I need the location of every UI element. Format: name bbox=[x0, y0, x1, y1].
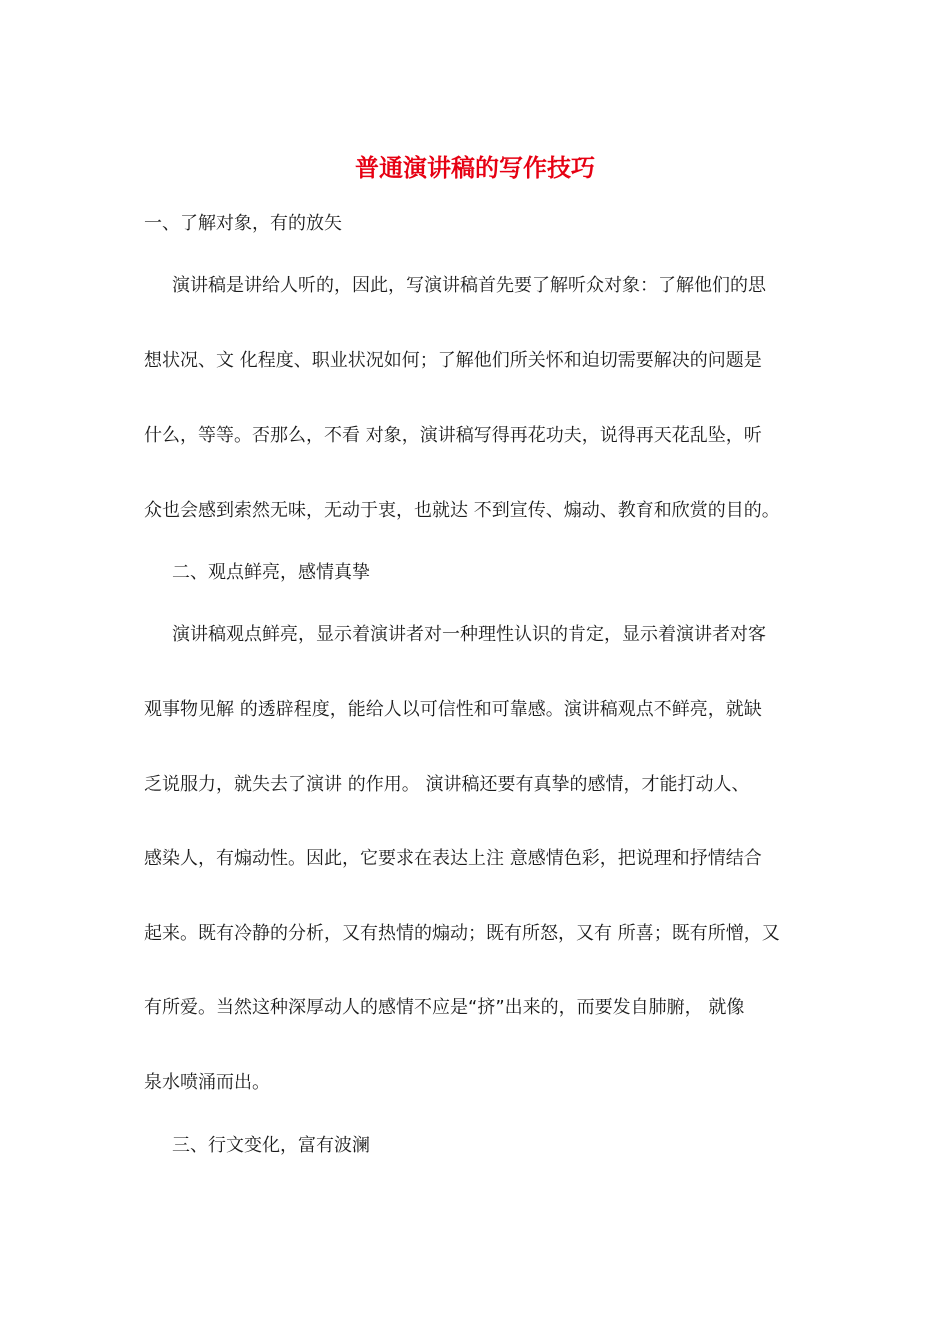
paragraph-line: 观事物见解 的透辟程度，能给人以可信性和可靠感。演讲稿观点不鲜亮，就缺 bbox=[144, 699, 762, 720]
paragraph-line: 什么，等等。否那么，不看 对象，演讲稿写得再花功夫，说得再天花乱坠，听 bbox=[144, 425, 762, 446]
document-title: 普通演讲稿的写作技巧 bbox=[355, 153, 595, 182]
paragraph-line: 起来。既有冷静的分析，又有热情的煽动；既有所怒，又有 所喜；既有所憎，又 bbox=[144, 923, 780, 944]
section-heading-1: 一、了解对象，有的放矢 bbox=[144, 213, 342, 234]
paragraph-line: 演讲稿是讲给人听的，因此，写演讲稿首先要了解听众对象：了解他们的思 bbox=[172, 275, 766, 296]
section-heading-2: 二、观点鲜亮，感情真挚 bbox=[172, 562, 370, 583]
paragraph-line: 感染人，有煽动性。因此，它要求在表达上注 意感情色彩，把说理和抒情结合 bbox=[144, 848, 762, 869]
paragraph-line: 想状况、文 化程度、职业状况如何；了解他们所关怀和迫切需要解决的问题是 bbox=[144, 350, 762, 371]
paragraph-line: 众也会感到索然无味，无动于衷，也就达 不到宣传、煽动、教育和欣赏的目的。 bbox=[144, 500, 780, 521]
paragraph-line: 演讲稿观点鲜亮，显示着演讲者对一种理性认识的肯定，显示着演讲者对客 bbox=[172, 624, 766, 645]
paragraph-line: 乏说服力，就失去了演讲 的作用。 演讲稿还要有真挚的感情，才能打动人、 bbox=[144, 774, 750, 795]
section-heading-3: 三、行文变化，富有波澜 bbox=[172, 1135, 370, 1156]
paragraph-line: 有所爱。当然这种深厚动人的感情不应是“挤”出来的，而要发自肺腑， 就像 bbox=[144, 997, 745, 1018]
paragraph-line: 泉水喷涌而出。 bbox=[144, 1072, 270, 1093]
